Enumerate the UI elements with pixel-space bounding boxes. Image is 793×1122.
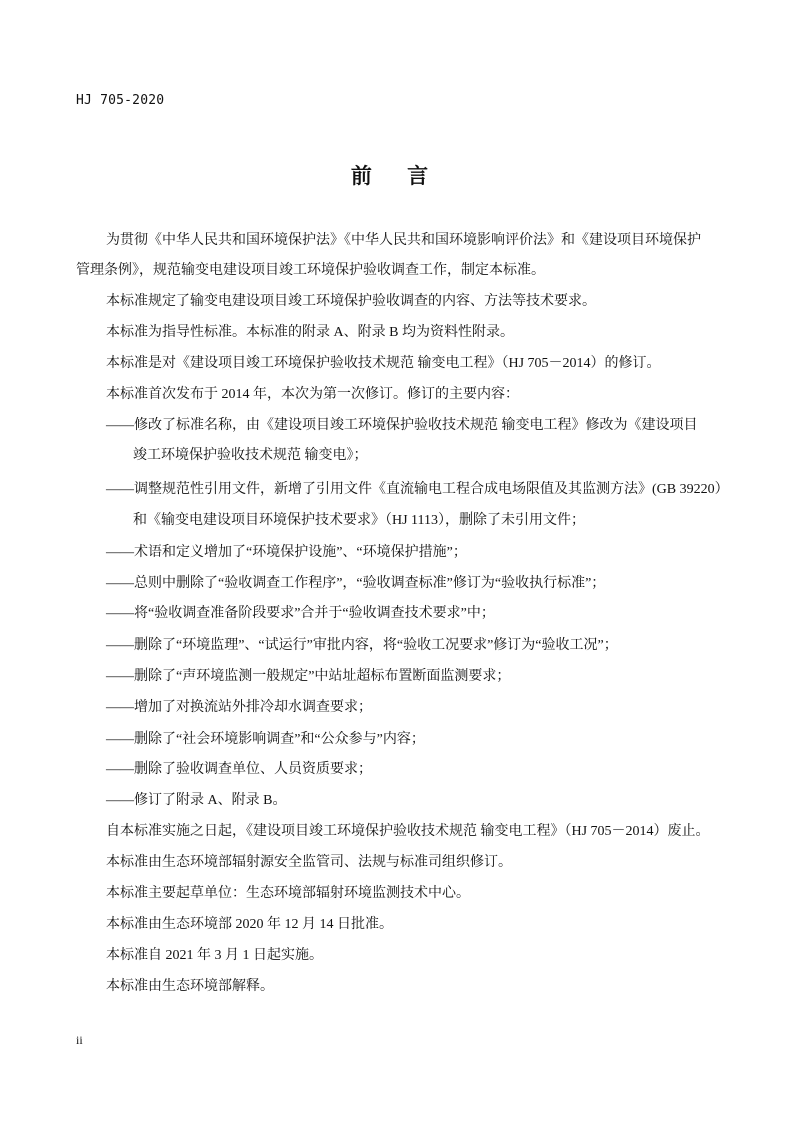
- list-item: ——总则中删除了“验收调查工作程序”，“验收调查标准”修订为“验收执行标准”；: [106, 576, 606, 591]
- list-item: ——调整规范性引用文件，新增了引用文件《直流输电工程合成电场限值及其监测方法》(GB 39220）: [106, 482, 729, 497]
- paragraph-line: 本标准是对《建设项目竣工环境保护验收技术规范 输变电工程》（HJ 705－2014）的修订。: [106, 356, 661, 371]
- paragraph-line: 为贯彻《中华人民共和国环境保护法》《中华人民共和国环境影响评价法》和《建设项目环境保护: [106, 233, 701, 248]
- list-item: ——修订了附录 A、附录 B。: [106, 793, 287, 808]
- list-item: ——删除了“声环境监测一般规定”中站址超标布置断面监测要求；: [106, 669, 511, 684]
- paragraph-line: 本标准由生态环境部解释。: [106, 979, 274, 994]
- paragraph-line: 本标准规定了输变电建设项目竣工环境保护验收调查的内容、方法等技术要求。: [106, 294, 596, 309]
- list-item-continuation: 竣工环境保护验收技术规范 输变电》；: [133, 448, 368, 463]
- paragraph-line: 本标准由生态环境部 2020 年 12 月 14 日批准。: [106, 917, 393, 932]
- paragraph-line: 本标准为指导性标准。本标准的附录 A、附录 B 均为资料性附录。: [106, 325, 514, 340]
- paragraph-line: 自本标准实施之日起，《建设项目竣工环境保护验收技术规范 输变电工程》（HJ 705－2014）废止。: [106, 824, 710, 839]
- list-item: ——修改了标准名称，由《建设项目竣工环境保护验收技术规范 输变电工程》修改为《建设项目: [106, 418, 698, 433]
- paragraph-line: 本标准主要起草单位：生态环境部辐射环境监测技术中心。: [106, 886, 470, 901]
- list-item: ——将“验收调查准备阶段要求”合并于“验收调查技术要求”中；: [106, 606, 495, 621]
- list-item: ——删除了“社会环境影响调查”和“公众参与”内容；: [106, 732, 425, 747]
- page-title: 前 言: [350, 164, 443, 188]
- list-item: ——删除了“环境监理”、“试运行”审批内容，将“验收工况要求”修订为“验收工况”；: [106, 638, 618, 653]
- paragraph-line: 管理条例》，规范输变电建设项目竣工环境保护验收调查工作，制定本标准。: [76, 263, 545, 278]
- page-number: ii: [76, 1033, 83, 1047]
- paragraph-line: 本标准首次发布于 2014 年，本次为第一次修订。修订的主要内容：: [106, 387, 519, 402]
- list-item: ——增加了对换流站外排冷却水调查要求；: [106, 700, 372, 715]
- list-item-continuation: 和《输变电建设项目环境保护技术要求》（HJ 1113），删除了未引用文件；: [133, 513, 586, 528]
- standard-code-header: HJ 705-2020: [76, 93, 165, 108]
- list-item: ——术语和定义增加了“环境保护设施”、“环境保护措施”；: [106, 545, 467, 560]
- paragraph-line: 本标准自 2021 年 3 月 1 日起实施。: [106, 948, 323, 963]
- list-item: ——删除了验收调查单位、人员资质要求；: [106, 762, 372, 777]
- paragraph-line: 本标准由生态环境部辐射源安全监管司、法规与标准司组织修订。: [106, 855, 512, 870]
